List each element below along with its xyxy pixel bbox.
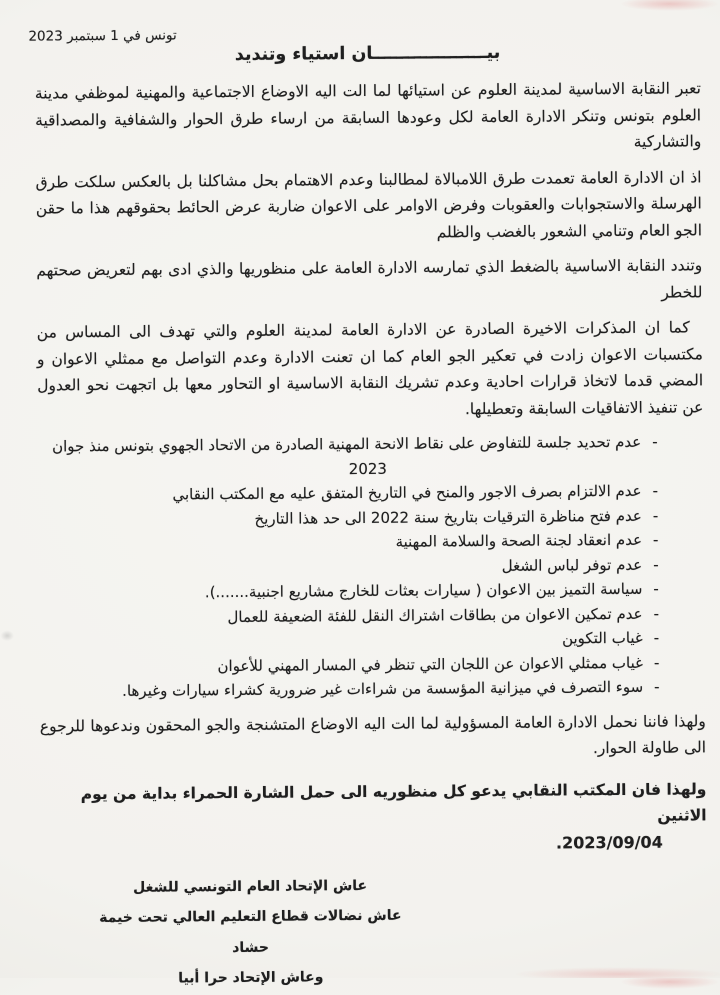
paragraph-intro: تعبر النقابة الاساسية لمدينة العلوم عن استيائها لما الت اليه الاوضاع الاجتماعية والمهنية لموظفي مدينة العلوم بتونس وتنكر الادارة العامة لكل وعودها السابقة من ارساء طرق الحوار والشفافية والمصداقية والتشاركية	[34, 79, 702, 151]
paragraph-administration-neglect: اذ ان الادارة العامة تعمدت طرق اللامبالاة لمطالبنا وعدم الاهتمام بحل مشاكلنا بل بالعكس سلكت طرق الهرسلة والاستجوابات والعقوبات وفرض الاوامر على الاعوان ضاربة عرض الحائط بحقوقهم هذا ما حقن الجو العام وتنامي الشعور بالغضب والظلم	[35, 167, 703, 241]
slogan-line-2: عاش نضالات قطاع التعليم العالي تحت خيمة حشاد	[99, 907, 402, 956]
bullet-text: سياسة التميز بين الاعوان ( سيارات بعثات للخارج مشاريع اجنبية.......).	[204, 579, 643, 602]
bullet-text: سوء التصرف في ميزانية المؤسسة من شراءات غير ضرورية كشراء سيارات وغيرها.	[122, 677, 644, 700]
bullet-dash: -	[653, 604, 660, 623]
call-to-action	[40, 776, 707, 860]
grievance-list	[38, 429, 706, 704]
closing-paragraph: ولهذا فاننا نحمل الادارة العامة المسؤولية لما الت اليه الاوضاع المتشنجة والجو المحقون وندعوها للرجوع الى طاولة الحوار.	[39, 711, 707, 758]
paragraph-pressure-denunciation: وتندد النقابة الاساسية بالضغط الذي تمارسه الادارة العامة على منظوريها والذي ادى بهم لتعريض صحتهم للخطر	[36, 256, 703, 302]
list-item	[39, 675, 659, 704]
document-title: بيـــــــــــــــــــان استياء وتنديد	[234, 42, 501, 65]
bullet-text: عدم تحديد جلسة للتفاوض على نقاط الانحة المهنية الصادرة من الاتحاد الجهوي بتونس منذ جوان	[51, 432, 642, 456]
bullet-text: غياب التكوين	[561, 628, 643, 648]
bullet-dash: -	[653, 555, 659, 574]
paragraph-memos: كما ان المذكرات الاخيرة الصادرة عن الادارة العامة لمدينة العلوم والتي تهدف الى المساس من مكتسبات الاعوان زادت في تعكير الجو العام كما ان تعنت الادارة وعدم التواصل مع ممثلي الاعوان و المضي قدما لاتخاذ قرارات احادية وعدم تشريك النقابة الاساسية او التحاور معها بل اتجهت نحو العدول عن تنفيذ الاتفاقيات السابقة وتعطيلها.	[36, 318, 704, 418]
union-slogans	[85, 870, 416, 995]
bullet-text: عدم الالتزام بصرف الاجور والمنح في التاريخ المتفق عليه مع المكتب النقابي	[172, 481, 642, 504]
bullet-text: غياب ممثلي الاعوان عن اللجان التي تنظر في المسار المهني للأعوان	[217, 653, 644, 675]
bullet-dash: -	[652, 530, 659, 549]
call-to-action-date: 2023/09/04.	[555, 832, 663, 852]
bullet-text: عدم توفر لباس الشغل	[501, 555, 643, 575]
slogan-line-3: وعاش الإتحاد حرا أبيا	[178, 969, 324, 987]
call-to-action-text: ولهذا فان المكتب النقابي يدعو كل منظوريه الى حمل الشارة الحمراء بداية من يوم الاثنين	[80, 779, 707, 825]
bullet-continuation: 2023	[348, 459, 388, 478]
slogan-line-1: عاش الإتحاد العام التونسي للشغل	[133, 877, 368, 896]
bullet-text: عدم تمكين الاعوان من بطاقات اشتراك النقل للفئة الضعيفة للعمال	[227, 604, 643, 626]
bullet-dash: -	[653, 628, 660, 647]
bullet-dash: -	[653, 579, 659, 598]
bullet-text: عدم فتح مناظرة الترقيات بتاريخ سنة 2022 الى حد هذا التاريخ	[254, 506, 642, 528]
bullet-dash: -	[653, 653, 660, 672]
bullet-dash: -	[652, 432, 658, 451]
bullet-text: عدم انعقاد لجنة الصحة والسلامة المهنية	[395, 530, 643, 551]
bullet-dash: -	[652, 506, 659, 525]
bullet-dash: -	[654, 677, 660, 696]
list-item	[38, 430, 658, 484]
date-line: تونس في 1 سبتمبر 2023	[28, 27, 177, 45]
bullet-dash: -	[652, 481, 659, 500]
